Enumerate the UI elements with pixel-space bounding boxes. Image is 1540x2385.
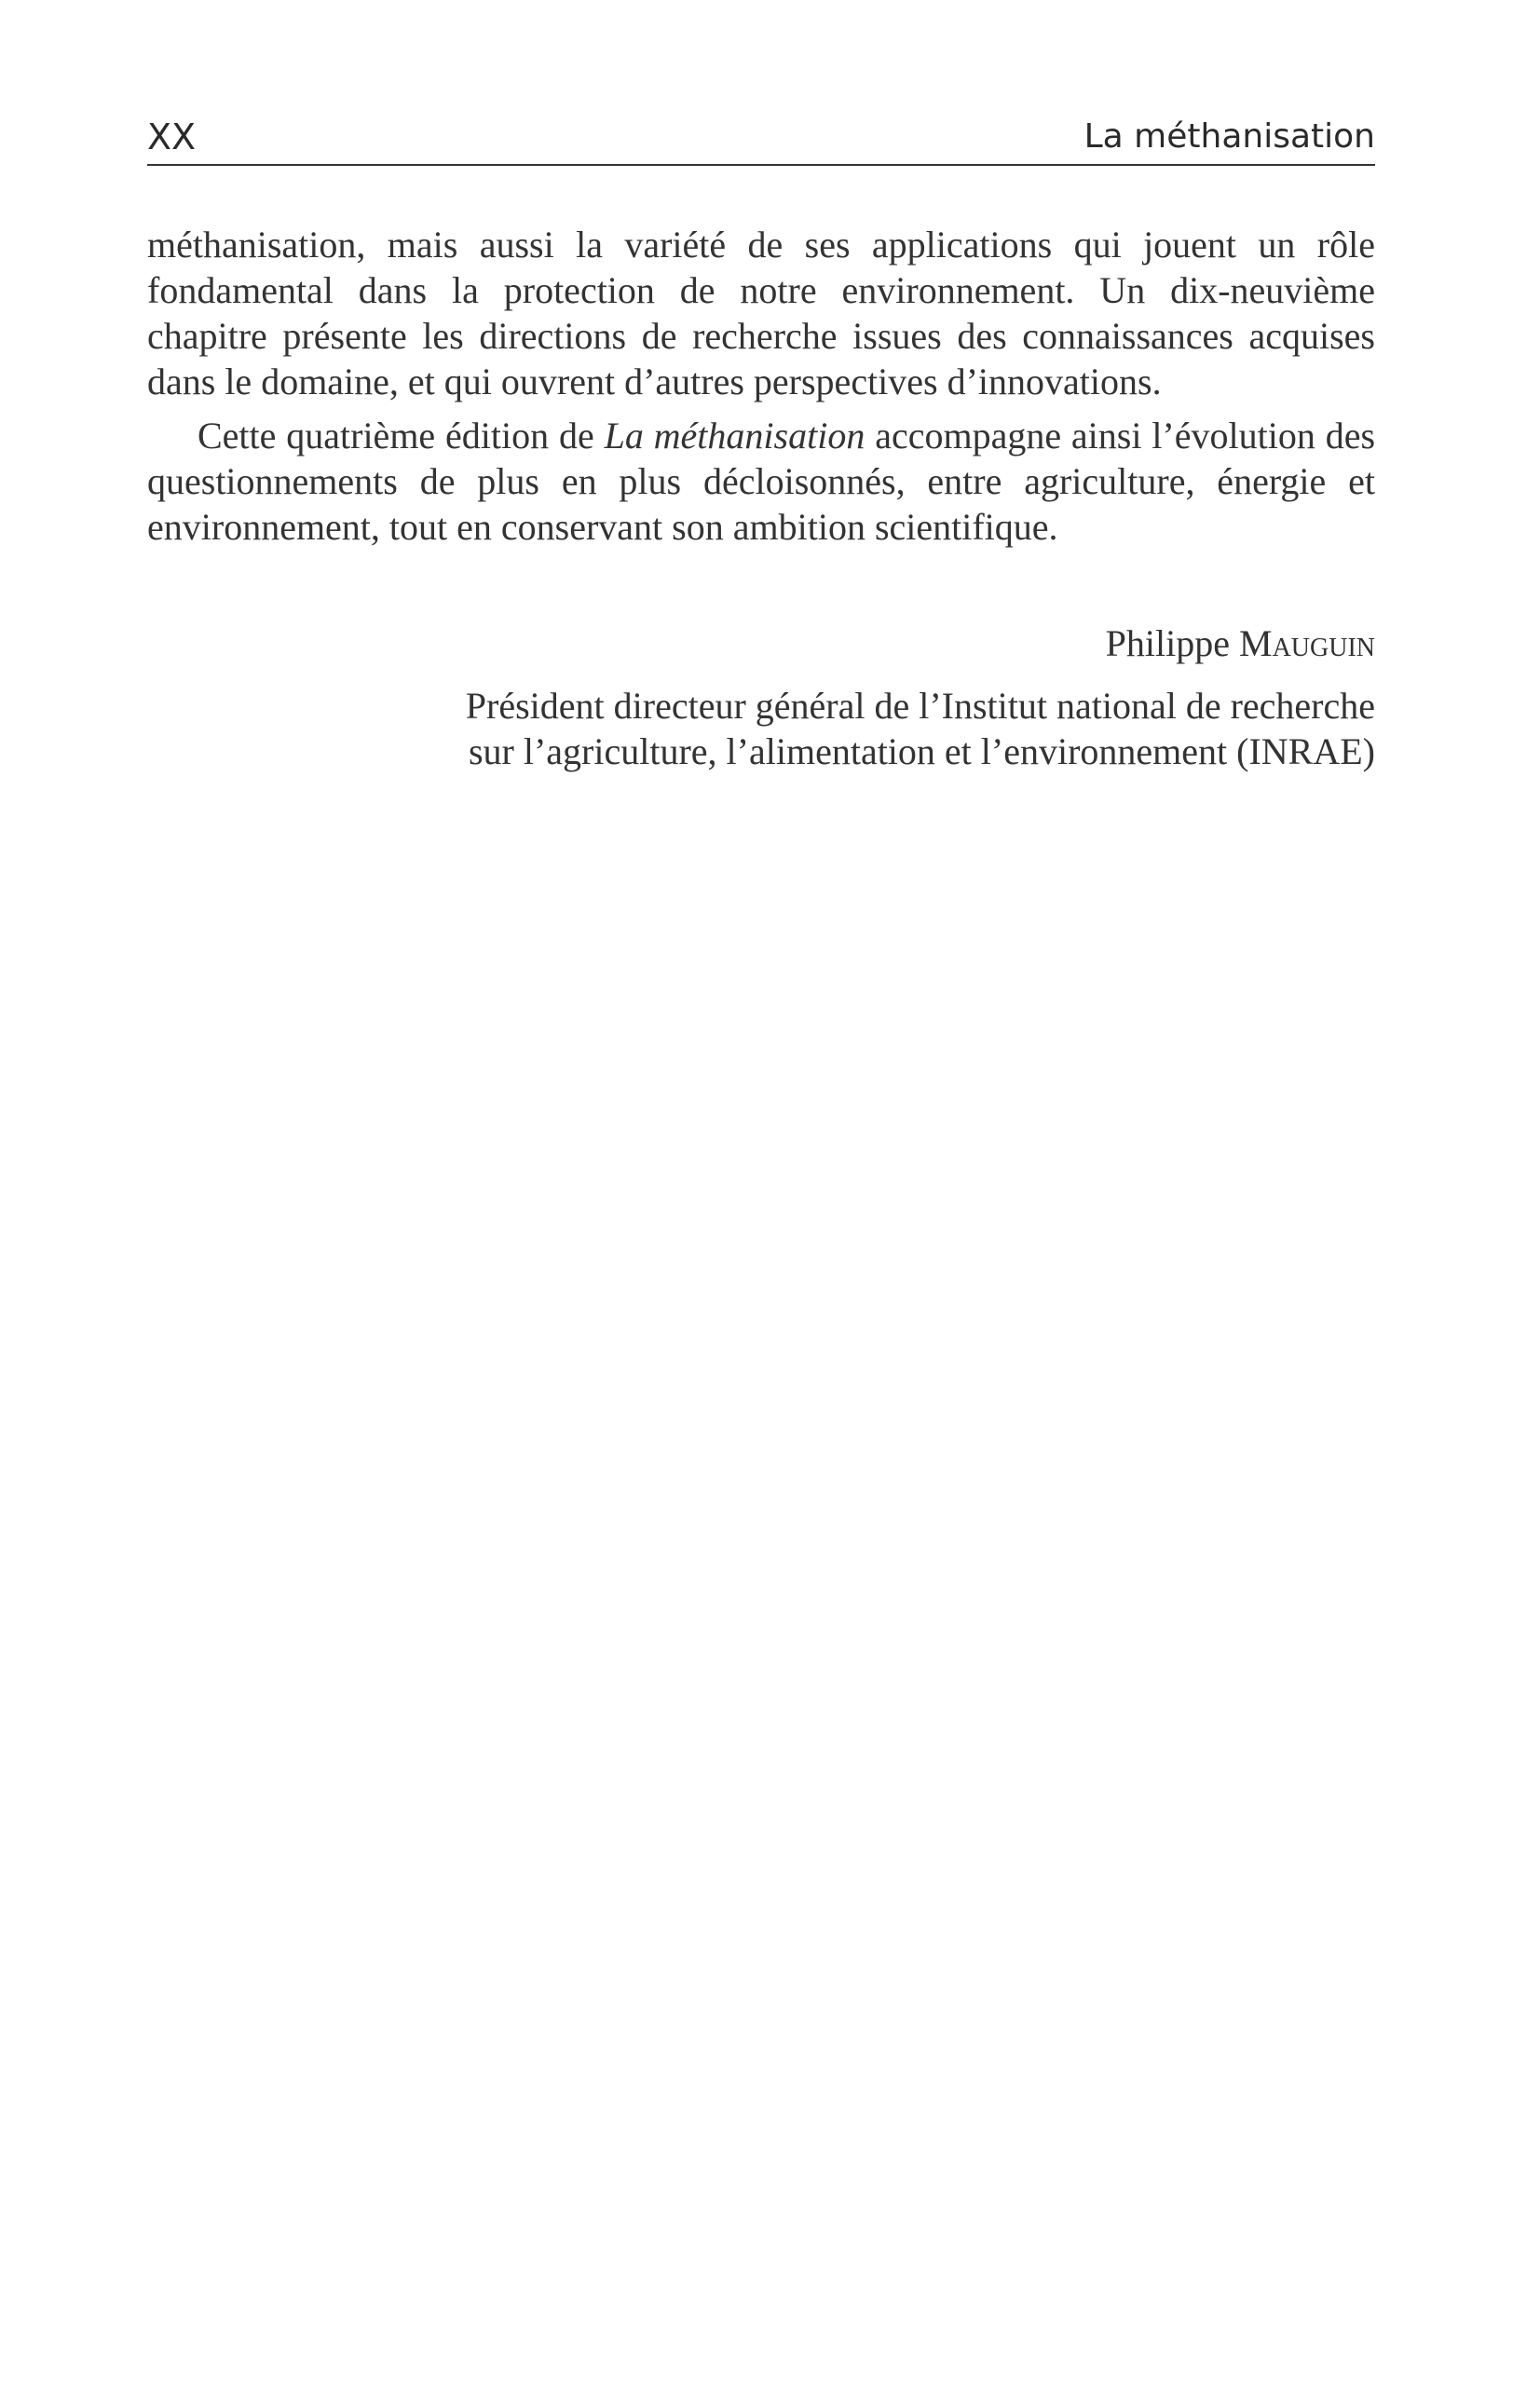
body-text [147,222,1375,550]
book-title: La méthanisation [604,415,865,457]
signatory-name [466,620,1375,666]
page-header [147,110,1375,166]
page-number: XX [147,116,197,157]
paragraph-2-rest: accompagne ainsi l’évolution des questionnements de plus en plus décloisonnés, entre agriculture, énergie et environnement, tout en conservant son ambition scientifique. [147,415,1376,548]
paragraph-2-intro: Cette quatrième édition de [198,415,605,457]
signatory-first-name: Philippe [1105,622,1230,664]
signatory-title-line-2: sur l’agriculture, l’alimentation et l’environnement (INRAE) [468,730,1375,772]
running-head: La méthanisation [1083,117,1375,156]
signatory-title-line-1: Président directeur général de l’Institut national de recherche [465,685,1375,727]
signature-block [466,620,1375,774]
paragraph-2 [147,413,1375,550]
signatory-last-name: Mauguin [1239,622,1375,664]
paragraph-1: méthanisation, mais aussi la variété de ses applications qui jouent un rôle fondamental dans la protection de notre environnement. Un dix-neuvième chapitre présente les directions de recherche issues des connaissances acquises dans le domaine, et qui ouvrent d’autres perspectives d’innovations. [147,224,1375,402]
